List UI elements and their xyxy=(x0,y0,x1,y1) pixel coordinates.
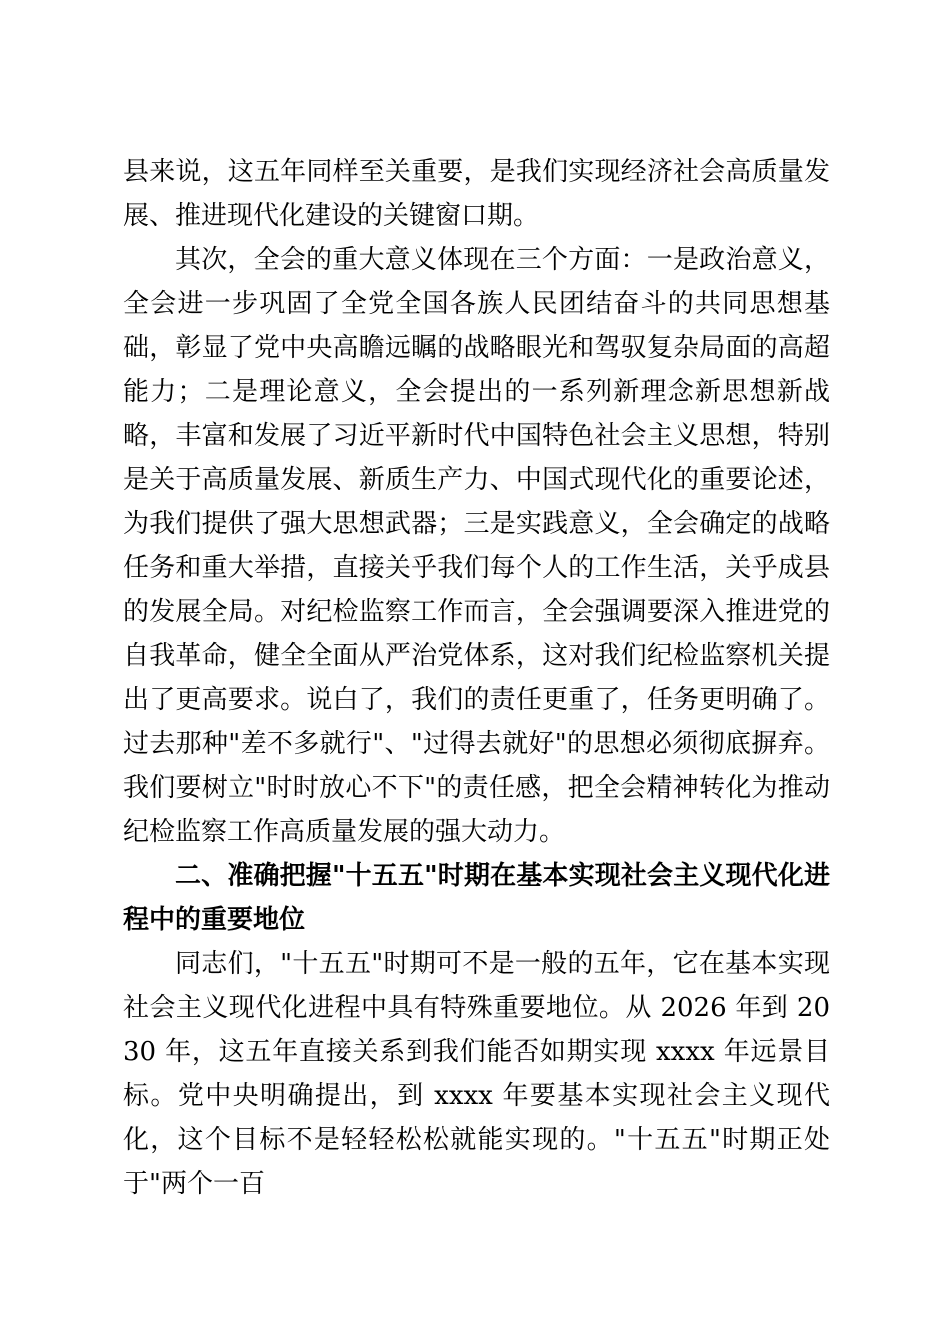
paragraph-period-importance: 同志们，"十五五"时期可不是一般的五年，它在基本实现社会主义现代化进程中具有特殊重要地位。从 2026 年到 2030 年，这五年直接关系到我们能否如期实现 xxxx 年远景目标。党中央明确提出，到 xxxx 年要基本实现社会主义现代化，这个目标不是轻轻松松就能实现的。"十五五"时期正处于"两个一百 xyxy=(123,949,830,1199)
section-heading: 二、准确把握"十五五"时期在基本实现社会主义现代化进程中的重要地位 xyxy=(123,861,830,935)
paragraph-continuation: 县来说，这五年同样至关重要，是我们实现经济社会高质量发展、推进现代化建设的关键窗口期。 xyxy=(123,157,830,231)
paragraph-meeting-significance: 其次，全会的重大意义体现在三个方面：一是政治意义，全会进一步巩固了全党全国各族人民团结奋斗的共同思想基础，彰显了党中央高瞻远瞩的战略眼光和驾驭复杂局面的高超能力；二是理论意义，全会提出的一系列新理念新思想新战略，丰富和发展了习近平新时代中国特色社会主义思想，特别是关于高质量发展、新质生产力、中国式现代化的重要论述，为我们提供了强大思想武器；三是实践意义，全会确定的战略任务和重大举措，直接关乎我们每个人的工作生活，关乎成县的发展全局。对纪检监察工作而言，全会强调要深入推进党的自我革命，健全全面从严治党体系，这对我们纪检监察机关提出了更高要求。说白了，我们的责任更重了，任务更明确了。过去那种"差不多就行"、"过得去就好"的思想必须彻底摒弃。我们要树立"时时放心不下"的责任感，把全会精神转化为推动纪检监察工作高质量发展的强大动力。 xyxy=(123,245,830,847)
